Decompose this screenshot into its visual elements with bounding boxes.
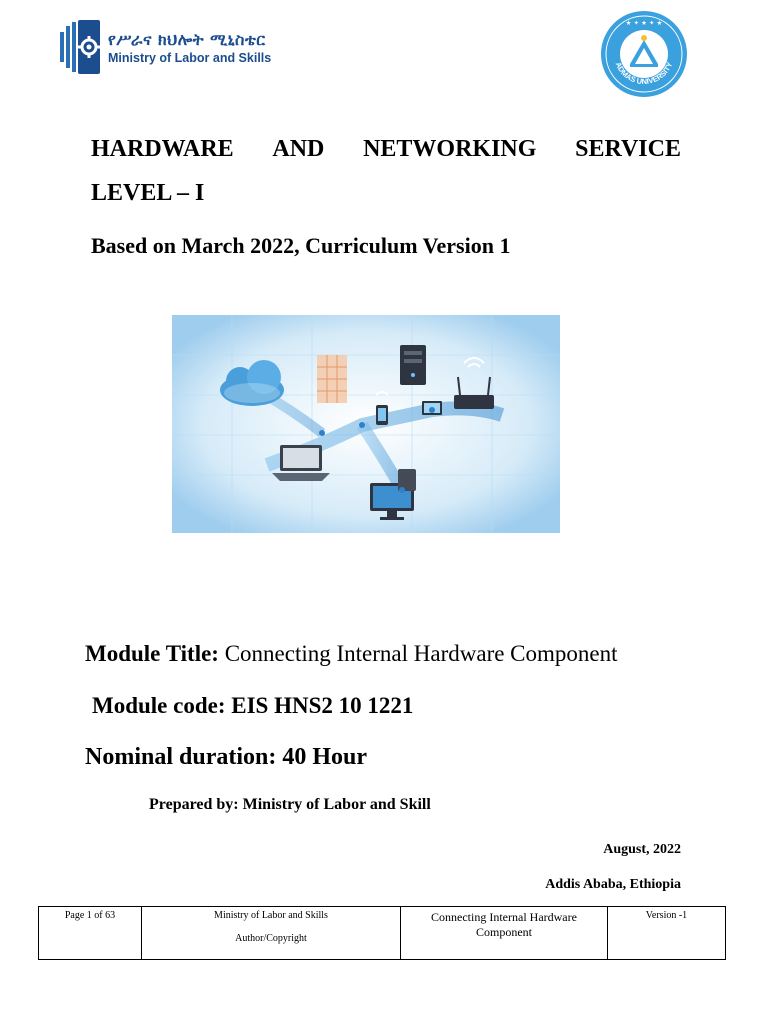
document-title-line <box>91 136 681 163</box>
module-code: Module code: EIS HNS2 10 1221 <box>92 693 414 718</box>
network-illustration <box>172 315 560 533</box>
title-word: HARDWARE <box>91 136 234 162</box>
footer-ministry-name: Ministry of Labor and Skills <box>214 910 328 921</box>
prepared-by: Prepared by: Ministry of Labor and Skill <box>149 796 431 813</box>
footer-ministry <box>142 907 401 960</box>
ministry-english-name: Ministry of Labor and Skills <box>108 51 272 65</box>
module-title-value: Connecting Internal Hardware Component <box>218 641 618 666</box>
title-word: NETWORKING <box>363 136 537 162</box>
nominal-duration: Nominal duration: 40 Hour <box>85 744 368 770</box>
ministry-emblem-icon <box>58 20 102 74</box>
svg-text:★ ✦ ★ ✦ ★: ★ ✦ ★ ✦ ★ <box>625 19 663 27</box>
footer-module-title: Connecting Internal Hardware Component <box>401 907 608 960</box>
module-title <box>85 641 618 667</box>
server-icon <box>400 345 426 385</box>
university-seal-icon <box>600 10 688 98</box>
server-rack-icon <box>317 355 347 403</box>
footer-version: Version -1 <box>608 907 726 960</box>
document-subtitle: Based on March 2022, Curriculum Version 1 <box>91 233 511 258</box>
ministry-amharic-name: የሥራና ክህሎት ሚኒስቴር <box>108 30 266 49</box>
publication-date: August, 2022 <box>603 842 681 857</box>
university-seal-text: ADMAS UNIVERSITY <box>613 60 675 87</box>
document-level: LEVEL – I <box>91 180 205 206</box>
footer-copyright: Author/Copyright <box>235 933 307 944</box>
publication-place: Addis Ababa, Ethiopia <box>545 877 681 892</box>
title-word: AND <box>272 136 325 162</box>
module-title-label: Module Title: <box>85 641 219 666</box>
laptop-icon <box>272 445 330 481</box>
title-word: SERVICE <box>575 136 681 162</box>
footer-page-number: Page 1 of 63 <box>39 907 142 960</box>
ministry-logo <box>58 18 272 76</box>
page-footer <box>38 906 726 960</box>
